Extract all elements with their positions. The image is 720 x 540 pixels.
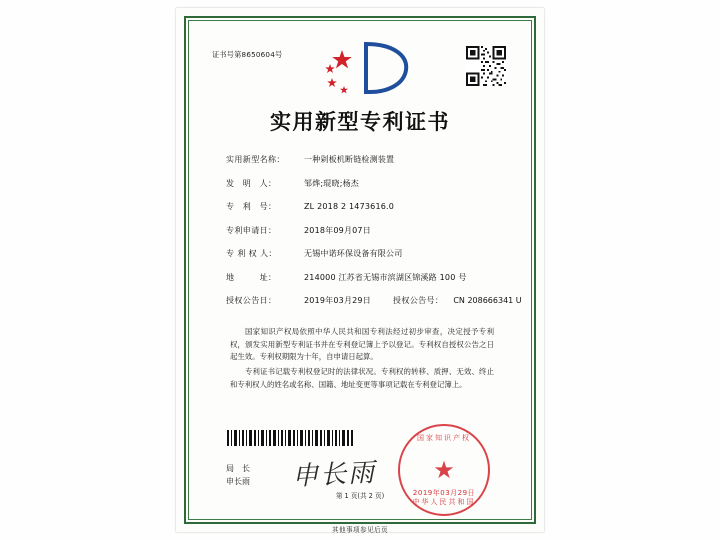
field-label: 授权公告日： — [226, 296, 277, 305]
field-label: 实用新型名称： — [226, 155, 285, 164]
page-indicator: 第 1 页(共 2 页) — [335, 492, 385, 500]
seal-date: 2019年03月29日 — [412, 489, 476, 497]
certificate-fields — [226, 154, 522, 319]
certificate-sheet — [176, 8, 544, 532]
field-value: 一种剁板机断链检测装置 — [304, 155, 395, 164]
field-label: 发 明 人： — [226, 178, 277, 188]
seal-star-icon: ★ — [433, 456, 455, 484]
qr-code-icon — [466, 46, 506, 86]
seal-arc-top: 国家知识产权 — [417, 434, 471, 442]
barcode-icon — [226, 430, 354, 446]
field-value: ZL 2018 2 1473616.0 — [304, 202, 395, 211]
field-label-secondary: 授权公告号： — [392, 296, 444, 305]
field-row-inventor — [226, 178, 498, 189]
field-label: 专 利 号： — [226, 202, 277, 211]
certificate-number: 证书号第8650604号 — [212, 50, 283, 59]
handwritten-signature: 申长雨 — [291, 457, 377, 493]
field-value: 214000 江苏省无锡市滨湖区锦溪路 100 号 — [304, 272, 467, 282]
field-row-name — [226, 154, 498, 165]
field-row-grant — [226, 295, 522, 306]
field-row-patent-number — [226, 201, 498, 212]
certificate-content — [196, 26, 524, 518]
page-title: 实用新型专利证书 — [270, 109, 450, 134]
field-label: 专利申请日： — [226, 225, 277, 235]
legal-paragraph: 专利证书记载专利权登记时的法律状况。专利权的转移、质押、无效、终止和专利权人的姓名或名称、国籍、地址变更等事项记载在专利登记簿上。 — [230, 367, 494, 389]
seal-arc-bottom: 中华人民共和国 — [412, 498, 476, 506]
official-seal — [398, 424, 490, 516]
legal-text — [230, 326, 494, 394]
footer-note: 其他事项参见后页 — [332, 526, 388, 534]
field-value: 2018年09月07日 — [304, 225, 371, 235]
field-row-address — [226, 272, 498, 283]
patent-office-emblem-icon — [308, 40, 412, 98]
field-value: 无锡中诺环保设备有限公司 — [304, 249, 403, 258]
field-row-patentee — [226, 248, 498, 259]
field-row-application-date — [226, 225, 498, 236]
field-value-secondary: CN 208666341 U — [453, 296, 522, 305]
field-label: 专 利 权 人： — [226, 249, 277, 258]
director-name-label: 申长雨 — [226, 477, 250, 487]
field-label: 地 址： — [226, 272, 277, 282]
legal-paragraph: 国家知识产权局依照中华人民共和国专利法经过初步审查，决定授予专利权，颁发实用新型专利证书并在专利登记簿上予以登记。专利权自授权公告之日起生效。专利权期限为十年，自申请日起算。 — [230, 327, 494, 362]
signature-block — [226, 462, 250, 488]
field-value: 邹烨;琨晓;杨杰 — [304, 178, 359, 188]
field-value: 2019年03月29日 — [304, 296, 371, 305]
director-title-label: 局 长 — [226, 464, 250, 473]
